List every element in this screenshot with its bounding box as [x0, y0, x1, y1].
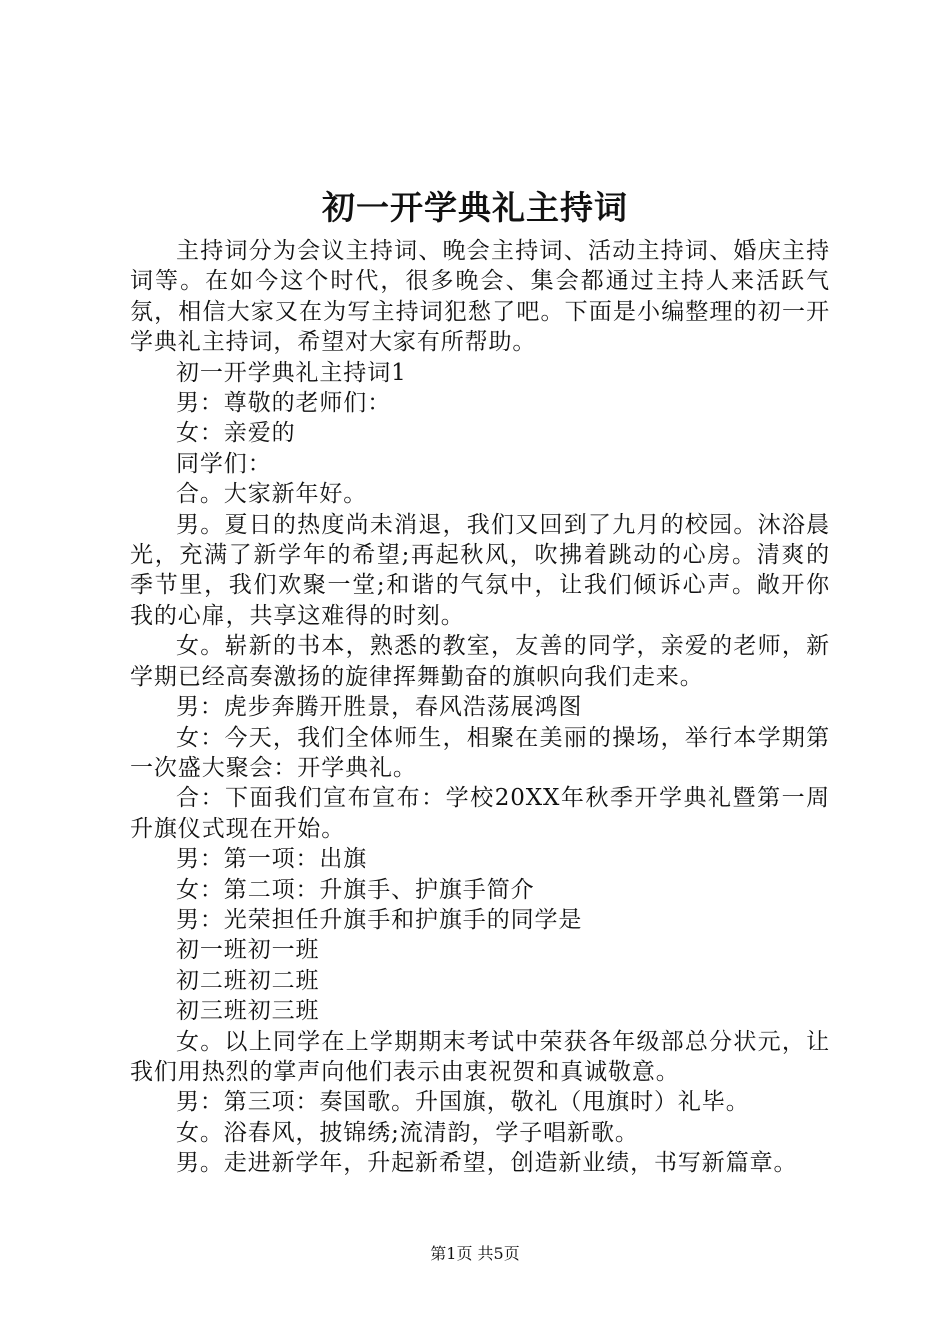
- paragraph: 男：尊敬的老师们：: [176, 390, 392, 417]
- paragraph: 初一班初一班: [176, 937, 320, 964]
- paragraph: 同学们：: [176, 450, 272, 477]
- paragraph: 初一开学典礼主持词1: [176, 359, 407, 386]
- paragraph: 男：第三项：奏国歌。升国旗，敬礼（甩旗时）礼毕。: [176, 1089, 750, 1116]
- paragraph: 合。大家新年好。: [176, 481, 368, 508]
- document-title: 初一开学典礼主持词: [322, 188, 628, 227]
- paragraph: 男：虎步奔腾开胜景，春风浩荡展鸿图: [176, 694, 583, 721]
- paragraph: 女：亲爱的: [176, 420, 296, 447]
- paragraph: 男：第一项：出旗: [176, 846, 368, 873]
- paragraph: 女。浴春风，披锦绣;流清韵，学子唱新歌。: [176, 1119, 639, 1146]
- paragraph: 初二班初二班: [176, 967, 320, 994]
- paragraph: 合：下面我们宣布宣布：学校20XX年秋季开学典礼暨第一周升旗仪式现在开始。: [130, 785, 830, 842]
- paragraph: 男。走进新学年，升起新希望，创造新业绩，书写新篇章。: [176, 1150, 798, 1177]
- paragraph: 初三班初三班: [176, 998, 320, 1025]
- paragraph: 男。夏日的热度尚未消退，我们又回到了九月的校园。沐浴晨光，充满了新学年的希望;再起秋风，吹拂着跳动的心房。清爽的季节里，我们欢聚一堂;和谐的气氛中，让我们倾诉心声。敞开你我的心扉，共享这难得的时刻。: [130, 511, 830, 629]
- paragraph: 女：第二项：升旗手、护旗手简介: [176, 876, 535, 903]
- paragraph: 女。崭新的书本，熟悉的教室，友善的同学，亲爱的老师，新学期已经高奏激扬的旋律挥舞勤奋的旗帜向我们走来。: [130, 633, 830, 690]
- paragraph: 男：光荣担任升旗手和护旗手的同学是: [176, 906, 583, 933]
- page-number: 第1页 共5页: [430, 1244, 520, 1263]
- paragraph: 女：今天，我们全体师生，相聚在美丽的操场，举行本学期第一次盛大聚会：开学典礼。: [130, 724, 830, 781]
- paragraph: 女。以上同学在上学期期末考试中荣获各年级部总分状元，让我们用热烈的掌声向他们表示由衷祝贺和真诚敬意。: [130, 1028, 830, 1085]
- paragraph: 主持词分为会议主持词、晚会主持词、活动主持词、婚庆主持词等。在如今这个时代，很多晚会、集会都通过主持人来活跃气氛，相信大家又在为写主持词犯愁了吧。下面是小编整理的初一开学典礼主持词，希望对大家有所帮助。: [130, 238, 830, 356]
- document-body: [130, 236, 830, 1179]
